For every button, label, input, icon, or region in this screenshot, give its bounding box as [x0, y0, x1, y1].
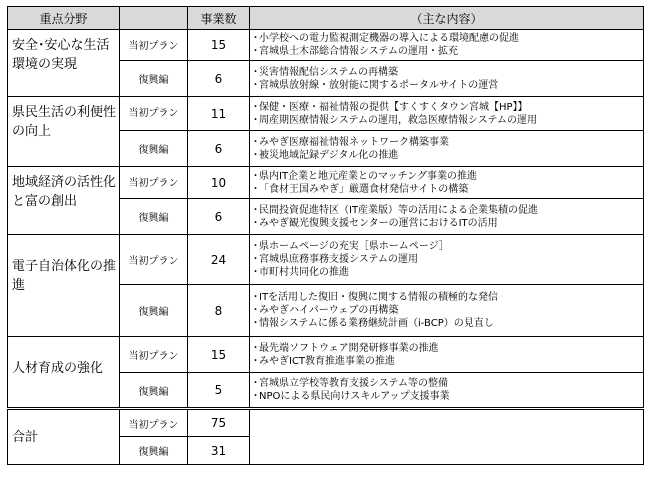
- total-label: 合計: [8, 409, 120, 465]
- header-area: 重点分野: [8, 7, 120, 30]
- plan-type-cell: 復興編: [120, 285, 188, 337]
- content-item: ･保健・医療・福祉情報の提供【すくすくタウン宮城【HP】】: [253, 101, 528, 113]
- count-cell: 24: [188, 235, 250, 285]
- content-item: ･被災地域記録デジタル化の推進: [253, 149, 399, 161]
- content-item: ･市町村共同化の推進: [253, 267, 349, 278]
- content-item: ･宮城県庶務事務支援システムの運用: [253, 254, 418, 265]
- content-cell: [250, 131, 644, 167]
- table-row: [8, 167, 644, 199]
- content-item: ･県ホームページの充実［県ホームページ］: [253, 241, 449, 252]
- plan-type-cell: 当初プラン: [120, 235, 188, 285]
- area-cell: 安全･安心な生活環境の実現: [8, 30, 120, 97]
- header-count: 事業数: [188, 7, 250, 30]
- count-cell: 15: [188, 30, 250, 61]
- content-cell: [250, 235, 644, 285]
- count-cell: 8: [188, 285, 250, 337]
- count-cell: 6: [188, 199, 250, 235]
- content-cell: [250, 285, 644, 337]
- table-row: [8, 337, 644, 373]
- plan-type-cell: 復興編: [120, 131, 188, 167]
- content-cell: [250, 199, 644, 235]
- content-item: ･周産期医療情報システムの運用，救急医療情報システムの運用: [253, 114, 537, 126]
- plan-type-cell: 当初プラン: [120, 337, 188, 373]
- area-cell: 県民生活の利便性の向上: [8, 97, 120, 167]
- total-row: [8, 409, 644, 437]
- header-content: （主な内容）: [250, 7, 644, 30]
- content-item: ･情報システムに係る業務継続計画（i-BCP）の見直し: [253, 318, 494, 329]
- content-item: ･県内IT企業と地元産業とのマッチング事業の推進: [253, 170, 477, 182]
- content-item: ･みやぎ観光復興支援センターの運営におけるITの活用: [253, 217, 498, 229]
- content-cell: [250, 30, 644, 61]
- count-cell: 10: [188, 167, 250, 199]
- content-cell: [250, 167, 644, 199]
- content-item: ･災害情報配信システムの再構築: [253, 66, 398, 78]
- content-cell: [250, 373, 644, 409]
- plan-type-cell: 当初プラン: [120, 97, 188, 131]
- content-cell: [250, 337, 644, 373]
- plan-type-cell: 復興編: [120, 199, 188, 235]
- table-row: [8, 235, 644, 285]
- plan-type-cell: 復興編: [120, 437, 188, 465]
- content-item: ･ITを活用した復旧・復興に関する情報の積極的な発信: [253, 292, 499, 303]
- area-cell: 地域経済の活性化と富の創出: [8, 167, 120, 235]
- content-item: ･小学校への電力監視測定機器の導入による環境配慮の促進: [253, 33, 519, 44]
- focus-area-table: [7, 6, 644, 465]
- area-cell: 電子自治体化の推進: [8, 235, 120, 337]
- total-count-cell: 75: [188, 409, 250, 437]
- plan-type-cell: 当初プラン: [120, 409, 188, 437]
- plan-type-cell: 当初プラン: [120, 167, 188, 199]
- table-header-row: [8, 7, 644, 30]
- content-cell: [250, 61, 644, 97]
- count-cell: 5: [188, 373, 250, 409]
- total-count-cell: 31: [188, 437, 250, 465]
- content-item: ･宮城県土木部総合情報システムの運用・拡充: [253, 46, 458, 57]
- content-item: ･最先端ソフトウェア開発研修事業の推進: [253, 342, 439, 354]
- content-item: ･みやぎハイパーウェブの再構築: [253, 305, 399, 316]
- count-cell: 6: [188, 61, 250, 97]
- header-plan-type: [120, 7, 188, 30]
- plan-type-cell: 復興編: [120, 373, 188, 409]
- area-cell: 人材育成の強化: [8, 337, 120, 409]
- plan-type-cell: 復興編: [120, 61, 188, 97]
- total-content-cell: [250, 409, 644, 465]
- content-item: ･「食材王国みやぎ」厳選食材発信サイトの構築: [253, 183, 469, 195]
- count-cell: 11: [188, 97, 250, 131]
- content-item: ･みやぎICT教育推進事業の推進: [253, 355, 396, 367]
- plan-type-cell: 当初プラン: [120, 30, 188, 61]
- content-item: ･宮城県立学校等教育支援システム等の整備: [253, 378, 448, 389]
- content-item: ･民間投資促進特区（IT産業版）等の活用による企業集積の促進: [253, 204, 539, 216]
- content-item: ･NPOによる県民向けスキルアップ支援事業: [253, 391, 450, 402]
- content-item: ･みやぎ医療福祉情報ネットワーク構築事業: [253, 136, 449, 148]
- table-row: [8, 97, 644, 131]
- count-cell: 15: [188, 337, 250, 373]
- table-row: [8, 30, 644, 61]
- count-cell: 6: [188, 131, 250, 167]
- content-item: ･宮城県放射線・放射能に関するポータルサイトの運営: [253, 79, 499, 91]
- content-cell: [250, 97, 644, 131]
